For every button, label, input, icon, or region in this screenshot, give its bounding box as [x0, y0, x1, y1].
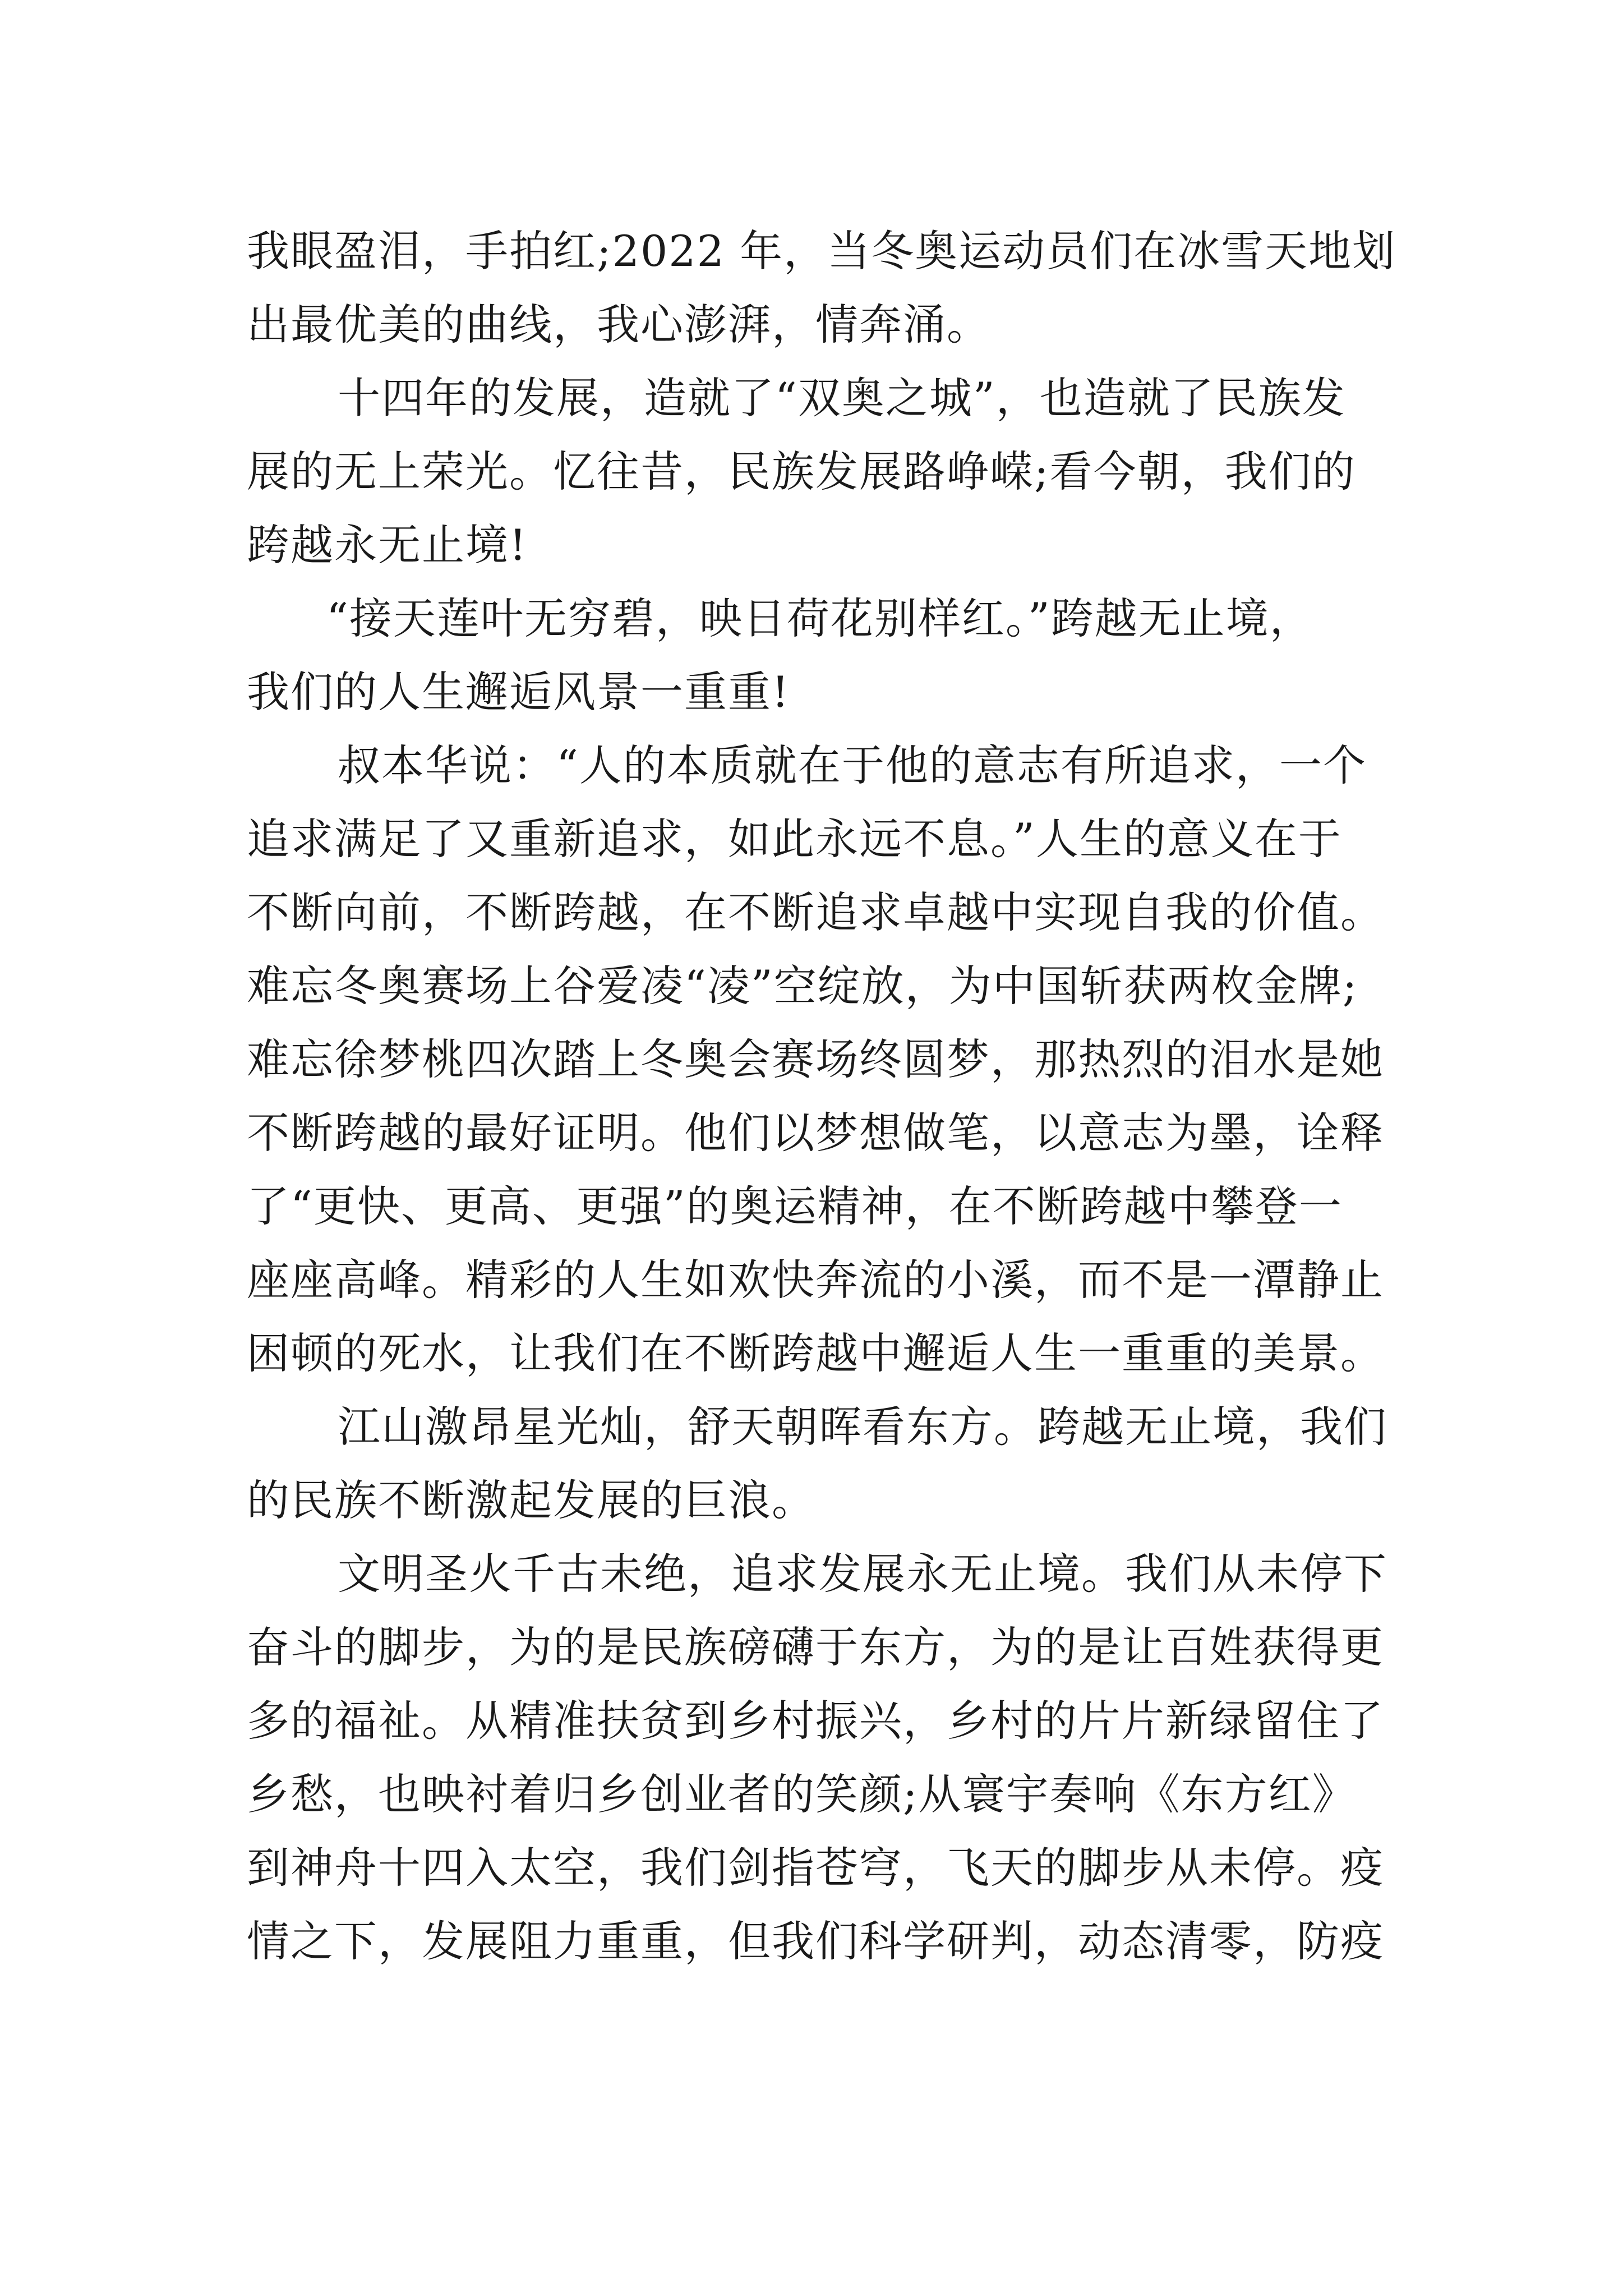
text-line: 乡愁，也映衬着归乡创业者的笑颜;从寰宇奏响《东方红》 [247, 1769, 1356, 1819]
paragraph-start-line: 叔本华说：“人的本质就在于他的意志有所追求，一个 [338, 740, 1367, 790]
text-line: 奋斗的脚步，为的是民族磅礴于东方，为的是让百姓获得更 [247, 1622, 1384, 1672]
text-line: 了“更快、更高、更强”的奥运精神，在不断跨越中攀登一 [247, 1181, 1343, 1231]
text-line: 不断跨越的最好证明。他们以梦想做笔，以意志为墨，诠释 [247, 1108, 1384, 1158]
text-line: 到神舟十四入太空，我们剑指苍穹，飞天的脚步从未停。疫 [247, 1843, 1384, 1893]
text-line: 多的福祉。从精准扶贫到乡村振兴，乡村的片片新绿留住了 [247, 1696, 1384, 1746]
paragraph-start-line: 文明圣火千古未绝，追求发展永无止境。我们从未停下 [338, 1549, 1387, 1599]
text-line: 展的无上荣光。忆往昔，民族发展路峥嵘;看今朝，我们的 [247, 447, 1356, 496]
text-line: 不断向前，不断跨越，在不断追求卓越中实现自我的价值。 [247, 887, 1384, 937]
text-line: 我眼盈泪，手拍红;2022 年，当冬奥运动员们在冰雪天地划 [247, 226, 1396, 276]
text-line: 座座高峰。精彩的人生如欢快奔流的小溪，而不是一潭静止 [247, 1255, 1384, 1305]
text-line: 追求满足了又重新追求，如此永远不息。”人生的意义在于 [247, 814, 1342, 864]
text-line: 难忘徐梦桃四次踏上冬奥会赛场终圆梦，那热烈的泪水是她 [247, 1034, 1384, 1084]
text-line: 我们的人生邂逅风景一重重! [247, 667, 790, 717]
paragraph-start-line: 十四年的发展，造就了“双奥之城”，也造就了民族发 [338, 373, 1346, 423]
text-line: 难忘冬奥赛场上谷爱凌“凌”空绽放，为中国斩获两枚金牌; [247, 961, 1358, 1011]
text-line: 情之下，发展阻力重重，但我们科学研判，动态清零，防疫 [247, 1916, 1384, 1966]
text-line: 困顿的死水，让我们在不断跨越中邂逅人生一重重的美景。 [247, 1328, 1384, 1378]
text-line: 的民族不断激起发展的巨浪。 [247, 1475, 815, 1525]
paragraph-start-line: “接天莲叶无穷碧，映日荷花别样红。”跨越无止境， [326, 593, 1313, 643]
text-line: 跨越永无止境! [247, 520, 528, 570]
text-line: 出最优美的曲线，我心澎湃，情奔涌。 [247, 300, 990, 349]
body-text [247, 214, 1396, 1978]
paragraph-start-line: 江山激昂星光灿，舒天朝晖看东方。跨越无止境，我们 [338, 1402, 1387, 1452]
